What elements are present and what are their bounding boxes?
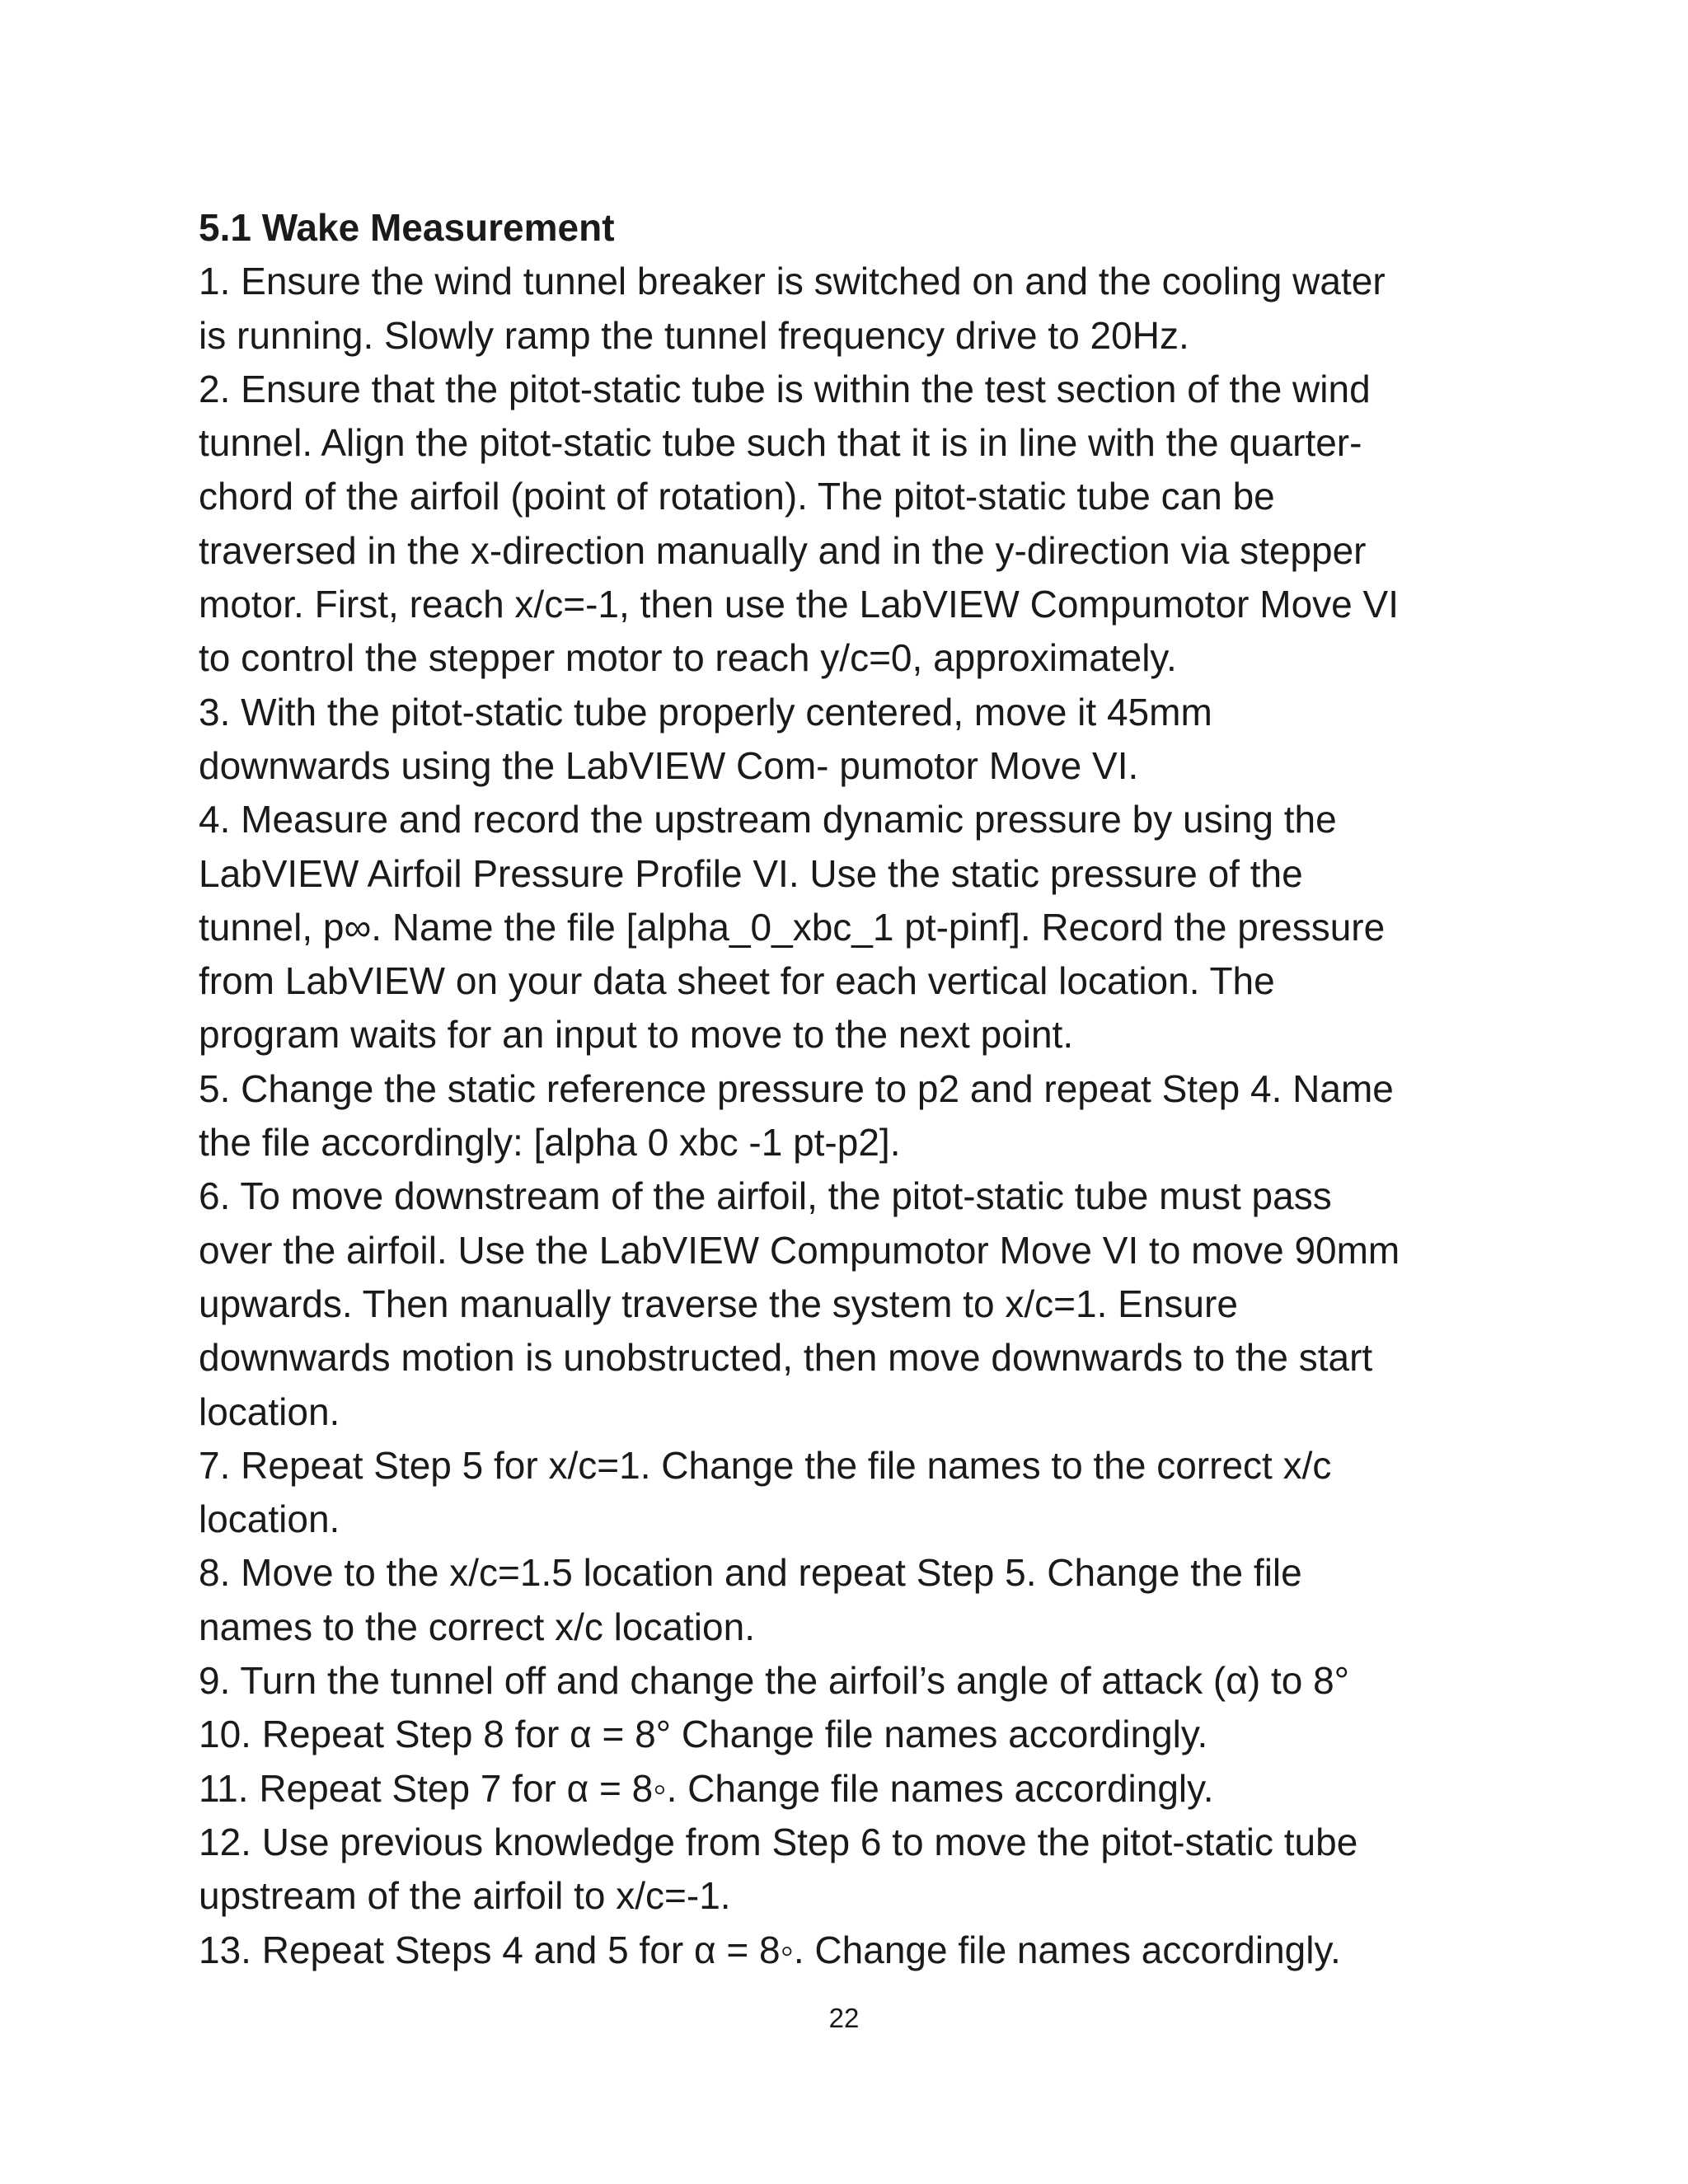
step-text-line: 12. Use previous knowledge from Step 6 to move the pitot-static tube [199,1820,1358,1863]
step-text-line: 11. Repeat Step 7 for α = 8◦. Change file names accordingly. [199,1766,1214,1810]
step-text-line: names to the correct x/c location. [199,1605,755,1648]
section-heading: 5.1 Wake Measurement [199,206,615,249]
step-text-line: is running. Slowly ramp the tunnel frequency drive to 20Hz. [199,313,1189,357]
step-text-line: 9. Turn the tunnel off and change the airfoil’s angle of attack (α) to 8° [199,1659,1350,1703]
step-text-line: upstream of the airfoil to x/c=-1. [199,1874,731,1918]
procedure-step [199,1439,1517,1547]
step-text-line: 8. Move to the x/c=1.5 location and repeat Step 5. Change the file [199,1551,1302,1595]
step-text-line: to control the stepper motor to reach y/c=0, approximately. [199,636,1177,680]
procedure-step [199,1062,1517,1170]
procedure-step [199,255,1517,363]
step-text-line: traversed in the x-direction manually and in the y-direction via stepper [199,528,1367,572]
procedure-step [199,1654,1517,1708]
step-text-line: downwards using the LabVIEW Com- pumotor Move VI. [199,743,1139,787]
step-text-line: 13. Repeat Steps 4 and 5 for α = 8◦. Change file names accordingly. [199,1928,1341,1971]
procedure-step [199,1816,1517,1924]
procedure-step [199,1546,1517,1654]
step-text-line: 2. Ensure that the pitot-static tube is within the test section of the wind [199,367,1371,410]
page-number: 22 [828,2003,860,2033]
procedure-step [199,793,1517,1062]
procedure-steps [199,255,1517,1977]
step-text-line: over the airfoil. Use the LabVIEW Compumotor Move VI to move 90mm [199,1228,1400,1272]
step-text-line: location. [199,1390,340,1433]
procedure-step [199,363,1517,686]
step-text-line: 6. To move downstream of the airfoil, the pitot-static tube must pass [199,1174,1332,1218]
step-text-line: 3. With the pitot-static tube properly centered, move it 45mm [199,690,1212,733]
page-content [199,201,1517,1977]
step-text-line: downwards motion is unobstructed, then move downwards to the start [199,1336,1373,1380]
procedure-step [199,1169,1517,1438]
step-text-line: upwards. Then manually traverse the system to x/c=1. Ensure [199,1282,1238,1325]
step-text-line: 4. Measure and record the upstream dynamic pressure by using the [199,798,1337,841]
step-text-line: program waits for an input to move to the next point. [199,1013,1074,1057]
step-text-line: motor. First, reach x/c=-1, then use the LabVIEW Compumotor Move VI [199,583,1399,626]
procedure-step [199,1708,1517,1761]
step-text-line: location. [199,1497,340,1541]
step-text-line: the file accordingly: [alpha 0 xbc -1 pt-p2]. [199,1121,901,1165]
step-text-line: LabVIEW Airfoil Pressure Profile VI. Use the static pressure of the [199,851,1303,895]
step-text-line: tunnel, p∞. Name the file [alpha_0_xbc_1 pt-pinf]. Record the pressure [199,905,1386,949]
step-text-line: 7. Repeat Step 5 for x/c=1. Change the file names to the correct x/c [199,1443,1332,1487]
step-text-line: 1. Ensure the wind tunnel breaker is switched on and the cooling water [199,260,1386,303]
procedure-step [199,1762,1517,1816]
step-text-line: from LabVIEW on your data sheet for each vertical location. The [199,959,1275,1003]
step-text-line: 10. Repeat Step 8 for α = 8° Change file names accordingly. [199,1713,1208,1756]
procedure-step [199,1924,1517,1977]
step-text-line: tunnel. Align the pitot-static tube such that it is in line with the quarter- [199,421,1362,465]
step-text-line: 5. Change the static reference pressure to p2 and repeat Step 4. Name [199,1066,1394,1110]
step-text-line: chord of the airfoil (point of rotation). The pitot-static tube can be [199,475,1275,518]
procedure-step [199,686,1517,794]
